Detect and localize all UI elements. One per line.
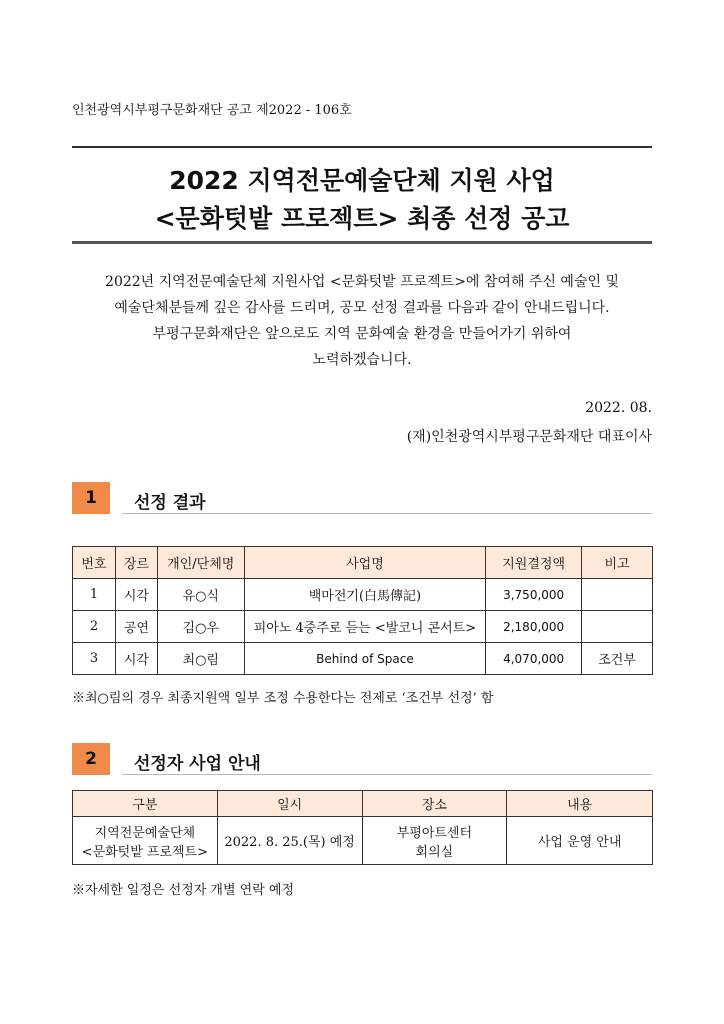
intro-line-1: 2022년 지역전문예술단체 지원사업 <문화텃밭 프로젝트>에 참여해 주신 예술인 및 bbox=[105, 274, 619, 290]
cell-applicant: 유○식 bbox=[157, 579, 244, 611]
results-table bbox=[72, 546, 653, 675]
title-bottom-rule bbox=[72, 241, 652, 244]
table-row bbox=[73, 611, 653, 643]
cell-place bbox=[362, 817, 507, 865]
signer: (재)인천광역시부평구문화재단 대표이사 bbox=[406, 429, 652, 445]
column-header: 일시 bbox=[217, 791, 362, 817]
page-title-line1: 2022 지역전문예술단체 지원 사업 bbox=[169, 166, 555, 195]
table-row bbox=[73, 579, 653, 611]
title-top-rule bbox=[72, 146, 652, 148]
cell-number: 1 bbox=[73, 579, 116, 611]
category-line: 지역전문예술단체 bbox=[94, 825, 196, 841]
column-header: 장르 bbox=[115, 547, 157, 579]
column-header: 사업명 bbox=[244, 547, 486, 579]
intro-line-3: 부평구문화재단은 앞으로도 지역 문화예술 환경을 만들어가기 위하여 bbox=[152, 326, 572, 342]
table-row bbox=[73, 817, 653, 865]
cell-datetime: 2022. 8. 25.(목) 예정 bbox=[217, 817, 362, 865]
notice-date: 2022. 08. bbox=[585, 400, 652, 416]
table-header-row bbox=[73, 547, 653, 579]
cell-category bbox=[73, 817, 218, 865]
category-line: <문화텃밭 프로젝트> bbox=[81, 844, 209, 860]
intro-line-2: 예술단체분들께 깊은 감사를 드리며, 공모 선정 결과를 다음과 같이 안내드립니다. bbox=[114, 300, 610, 316]
cell-genre: 공연 bbox=[115, 611, 157, 643]
notice-number: 인천광역시부평구문화재단 공고 제2022 - 106호 bbox=[72, 103, 352, 118]
cell-remark bbox=[582, 579, 653, 611]
column-header: 개인/단체명 bbox=[157, 547, 244, 579]
section-number-badge: 2 bbox=[72, 743, 110, 775]
schedule-note: ※자세한 일정은 선정자 개별 연락 예정 bbox=[72, 883, 295, 898]
cell-project: 백마전기(白馬傳記) bbox=[244, 579, 486, 611]
section-divider bbox=[122, 513, 652, 514]
cell-remark bbox=[582, 611, 653, 643]
section-title: 선정 결과 bbox=[134, 493, 206, 513]
results-note: ※최○림의 경우 최종지원액 일부 조정 수용한다는 전제로 ‘조건부 선정’ 함 bbox=[72, 691, 494, 706]
cell-project: 피아노 4중주로 듣는 <발코니 콘서트> bbox=[244, 611, 486, 643]
cell-applicant: 최○림 bbox=[157, 643, 244, 675]
column-header: 내용 bbox=[507, 791, 653, 817]
column-header: 번호 bbox=[73, 547, 116, 579]
cell-remark: 조건부 bbox=[582, 643, 653, 675]
cell-genre: 시각 bbox=[115, 643, 157, 675]
page-title-line2: <문화텃밭 프로젝트> 최종 선정 공고 bbox=[154, 204, 570, 233]
column-header: 비고 bbox=[582, 547, 653, 579]
place-line: 부평아트센터 bbox=[396, 825, 473, 841]
section-divider bbox=[122, 774, 652, 775]
section-title: 선정자 사업 안내 bbox=[134, 754, 261, 774]
column-header: 지원결정액 bbox=[486, 547, 582, 579]
cell-number: 2 bbox=[73, 611, 116, 643]
place-line: 회의실 bbox=[415, 844, 454, 860]
cell-content: 사업 운영 안내 bbox=[507, 817, 653, 865]
cell-amount: 2,180,000 bbox=[486, 611, 582, 643]
section-number-badge: 1 bbox=[72, 482, 110, 514]
intro-line-4: 노력하겠습니다. bbox=[312, 352, 412, 368]
cell-amount: 4,070,000 bbox=[486, 643, 582, 675]
table-row bbox=[73, 643, 653, 675]
cell-applicant: 김○우 bbox=[157, 611, 244, 643]
column-header: 장소 bbox=[362, 791, 507, 817]
table-header-row bbox=[73, 791, 653, 817]
cell-genre: 시각 bbox=[115, 579, 157, 611]
cell-amount: 3,750,000 bbox=[486, 579, 582, 611]
cell-project: Behind of Space bbox=[244, 643, 486, 675]
cell-number: 3 bbox=[73, 643, 116, 675]
column-header: 구분 bbox=[73, 791, 218, 817]
schedule-table bbox=[72, 790, 653, 865]
